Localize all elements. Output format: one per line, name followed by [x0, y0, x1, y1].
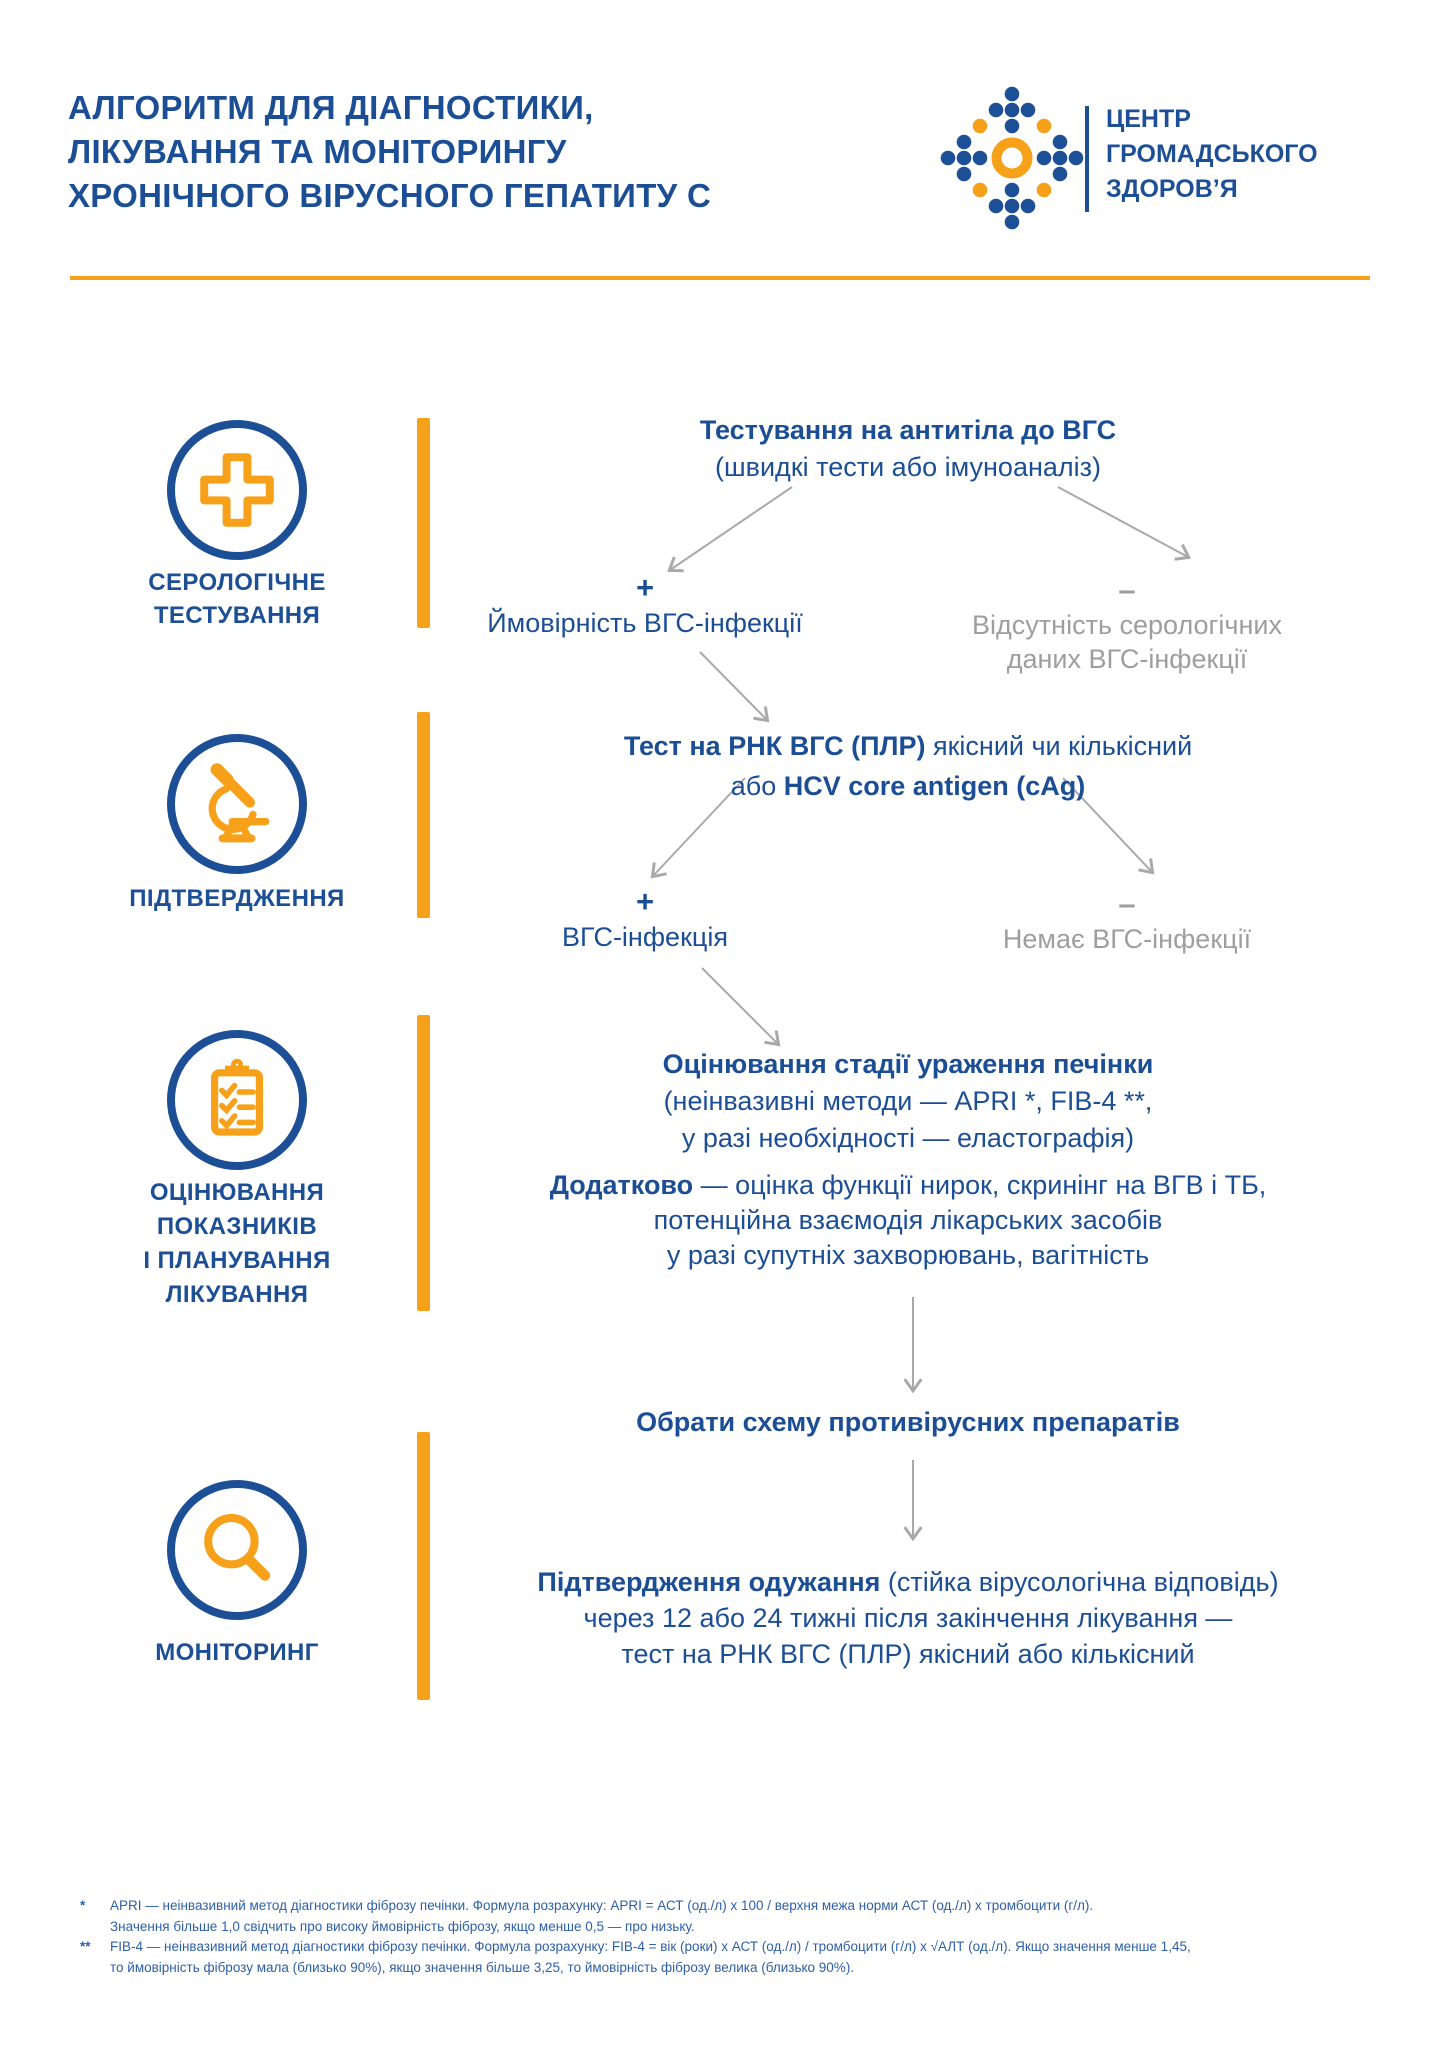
flow-step3-title-line: Оцінювання стадії ураження печінки — [662, 1049, 1154, 1079]
flow-step2-line1: Тест на РНК ВГС (ПЛР) якісний чи кількісний — [623, 731, 1193, 761]
flow-step2-title — [624, 726, 1192, 806]
org-name-line: ЗДОРОВ’Я — [1106, 175, 1238, 203]
flow-step1-positive-text: Ймовірність ВГС-інфекції — [487, 608, 803, 638]
plus-sign: + — [635, 884, 655, 919]
page-title-line: ХРОНІЧНОГО ВІРУСНОГО ГЕПАТИТУ С — [68, 177, 712, 214]
footnote-marker: ** — [80, 1939, 91, 1954]
flow-step4-title: Обрати схему противірусних препаратів — [636, 1407, 1180, 1437]
flow-step5 — [537, 1564, 1278, 1672]
flow-step2-line2: або HCV core antigen (cAg) — [730, 771, 1086, 801]
stage-label-line: ОЦІНЮВАННЯ — [149, 1179, 325, 1206]
arrow-step1-positive — [670, 487, 792, 570]
flow-step2-positive — [562, 884, 728, 954]
footnote-fib4 — [80, 1937, 1400, 1978]
page-title-line: АЛГОРИТМ ДЛЯ ДІАГНОСТИКИ, — [68, 89, 594, 126]
flow-step5-line2: через 12 або 24 тижні після закінчення лікування — — [583, 1603, 1233, 1633]
flow-step3-note: (неінвазивні методи — APRI *, FIB-4 **, — [663, 1086, 1153, 1116]
footnote-text: FIB-4 — неінвазивний метод діагностики фіброзу печінки. Формула розрахунку: FIB-4 = вік (роки) х АСТ (од./л) / тромбоцити (г/л) х √АЛТ (од./л). Якщо значення менше 1,45, то ймовірність фіброзу мала (близько 90%), якщо значення більше 3,25, то ймовірність фіброзу велика (близько 90%). — [110, 1939, 1191, 1975]
org-name-line: ЦЕНТР — [1106, 105, 1191, 133]
stage-label-line: ТЕСТУВАННЯ — [153, 602, 321, 629]
flow-step1-negative-text: Відсутність серологічних — [972, 610, 1282, 640]
flow-step2-negative — [1003, 886, 1251, 956]
flow-step3-note: у разі необхідності — еластографія) — [681, 1123, 1135, 1153]
stage-label-line: ПІДТВЕРДЖЕННЯ — [129, 885, 345, 912]
stage-label-line: ПОКАЗНИКІВ — [156, 1213, 318, 1240]
flow-step1-title-line: Тестування на антитіла до ВГС — [699, 415, 1117, 445]
flow-step2-positive-text: ВГС-інфекція — [562, 922, 728, 952]
flow-step1-negative — [972, 572, 1282, 676]
flow-step3-extra — [550, 1168, 1267, 1273]
plus-sign: + — [635, 570, 655, 605]
flow-step5-line1: Підтвердження одужання (стійка вірусологічна відповідь) — [537, 1567, 1279, 1597]
arrow-step2-to-step3 — [702, 968, 778, 1044]
flow-step1-note: (швидкі тести або імуноаналіз) — [714, 452, 1102, 482]
flow-step1-negative-text: даних ВГС-інфекції — [1006, 644, 1248, 674]
flow-step3-extra-line1: Додатково — оцінка функції нирок, скринінг на ВГВ і ТБ, — [549, 1170, 1267, 1200]
stage-label-line: І ПЛАНУВАННЯ — [143, 1247, 331, 1274]
minus-sign: – — [1118, 572, 1136, 607]
stage-label-line: ЛІКУВАННЯ — [165, 1281, 309, 1308]
flow-step3-extra-line2: потенційна взаємодія лікарських засобів — [653, 1205, 1163, 1235]
flow-step3-title — [663, 1046, 1154, 1157]
page-title-line: ЛІКУВАННЯ ТА МОНІТОРИНГУ — [68, 133, 567, 170]
stage-label-line: МОНІТОРИНГ — [155, 1639, 319, 1666]
footnote-apri — [80, 1896, 1400, 1937]
footnote-text: APRI — неінвазивний метод діагностики фіброзу печінки. Формула розрахунку: APRI = АСТ (од./л) х 100 / верхня межа норми АСТ (од./л) х тромбоцити (г/л). Значення більше 1,0 свідчить про високу ймовірність фіброзу, якщо менше 0,5 — про низьку. — [110, 1898, 1094, 1934]
footnotes — [80, 1896, 1400, 1978]
arrow-step1-to-step2 — [700, 652, 767, 720]
flow-step5-line3: тест на РНК ВГС (ПЛР) якісний або кількісний — [621, 1639, 1195, 1669]
stage-label-line: СЕРОЛОГІЧНЕ — [148, 569, 326, 596]
flow-step1-positive — [487, 570, 803, 640]
flow-step2-negative-text: Немає ВГС-інфекції — [1002, 924, 1252, 954]
arrow-step1-negative — [1058, 487, 1188, 557]
flow-step3-extra-line3: у разі супутніх захворювань, вагітність — [666, 1240, 1150, 1270]
minus-sign: – — [1118, 886, 1136, 921]
flow-step1-title — [700, 412, 1116, 486]
footnote-marker: * — [80, 1898, 86, 1913]
org-name-line: ГРОМАДСЬКОГО — [1106, 140, 1318, 168]
